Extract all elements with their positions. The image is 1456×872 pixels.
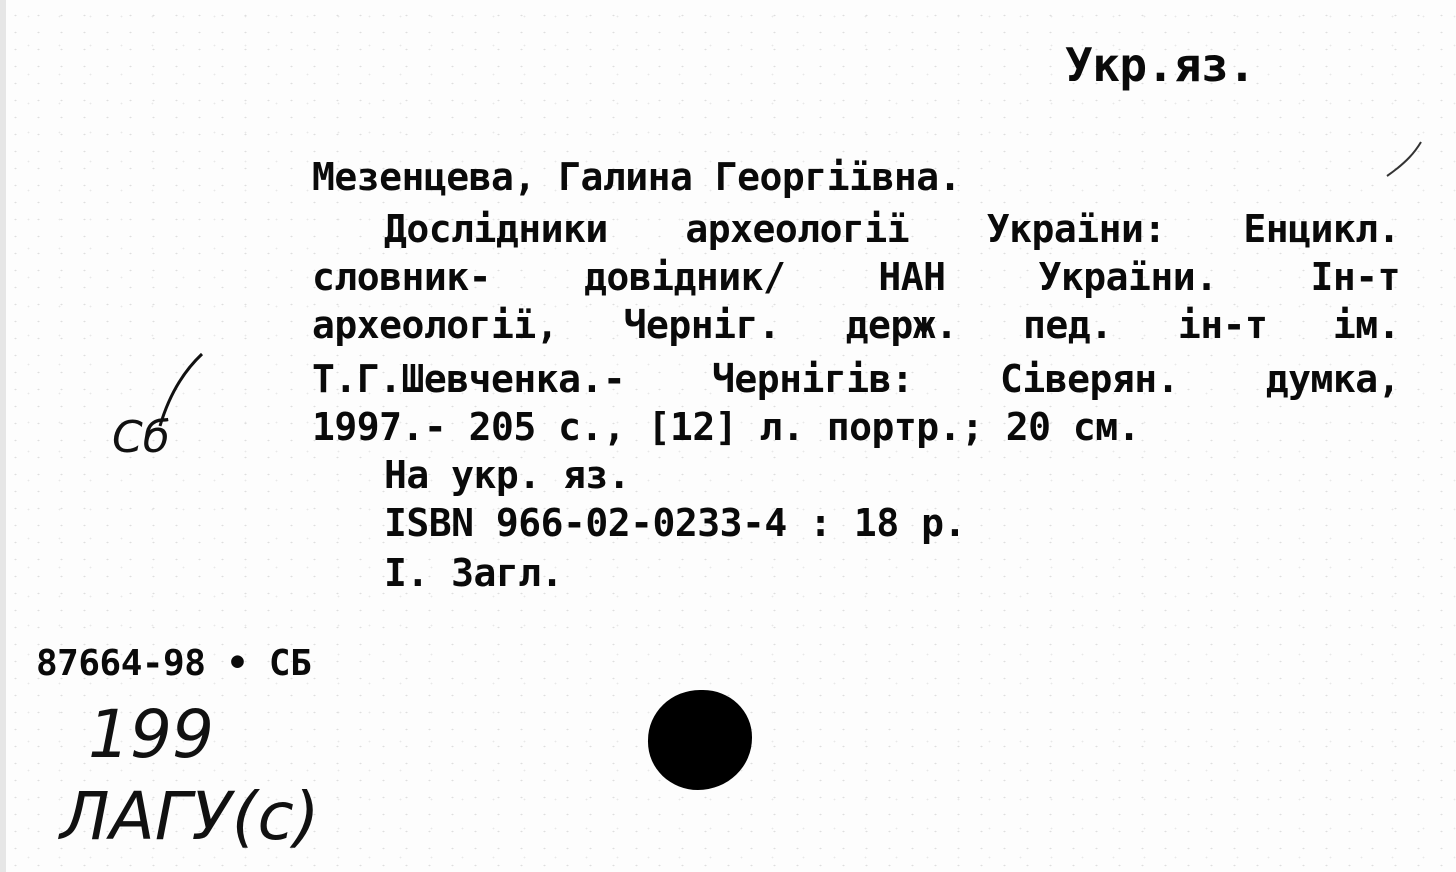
isbn-price: ISBN 966-02-0233-4 : 18 р.: [384, 501, 966, 545]
handwritten-corner-tick: [1385, 138, 1425, 182]
handwritten-library-code: ЛАГУ(с): [60, 778, 320, 855]
title-line-4: Т.Г.Шевченка.- Чернігів: Сіверян. думка,: [312, 357, 1400, 401]
card-edge: [0, 0, 6, 872]
title-line-2: словник- довідник/ НАН України. Ін-т: [312, 255, 1400, 299]
language-note: На укр. яз.: [384, 453, 631, 497]
title-line-1: Дослідники археології України: Енцикл.: [384, 207, 1400, 251]
title-line-5: 1997.- 205 с., [12] л. портр.; 20 см.: [312, 405, 1140, 449]
title-line-3: археології, Черніг. держ. пед. ін-т ім.: [312, 303, 1400, 347]
added-entry: I. Загл.: [384, 551, 564, 595]
handwritten-margin-mark: Сб: [112, 412, 170, 463]
author-heading: Мезенцева, Галина Георгіївна.: [312, 155, 961, 199]
handwritten-slash-mark: [140, 350, 210, 430]
handwritten-number: 199: [88, 696, 214, 773]
accession-code: 87664-98 • СБ: [36, 643, 312, 684]
category-label: Укр.яз.: [1065, 38, 1256, 92]
